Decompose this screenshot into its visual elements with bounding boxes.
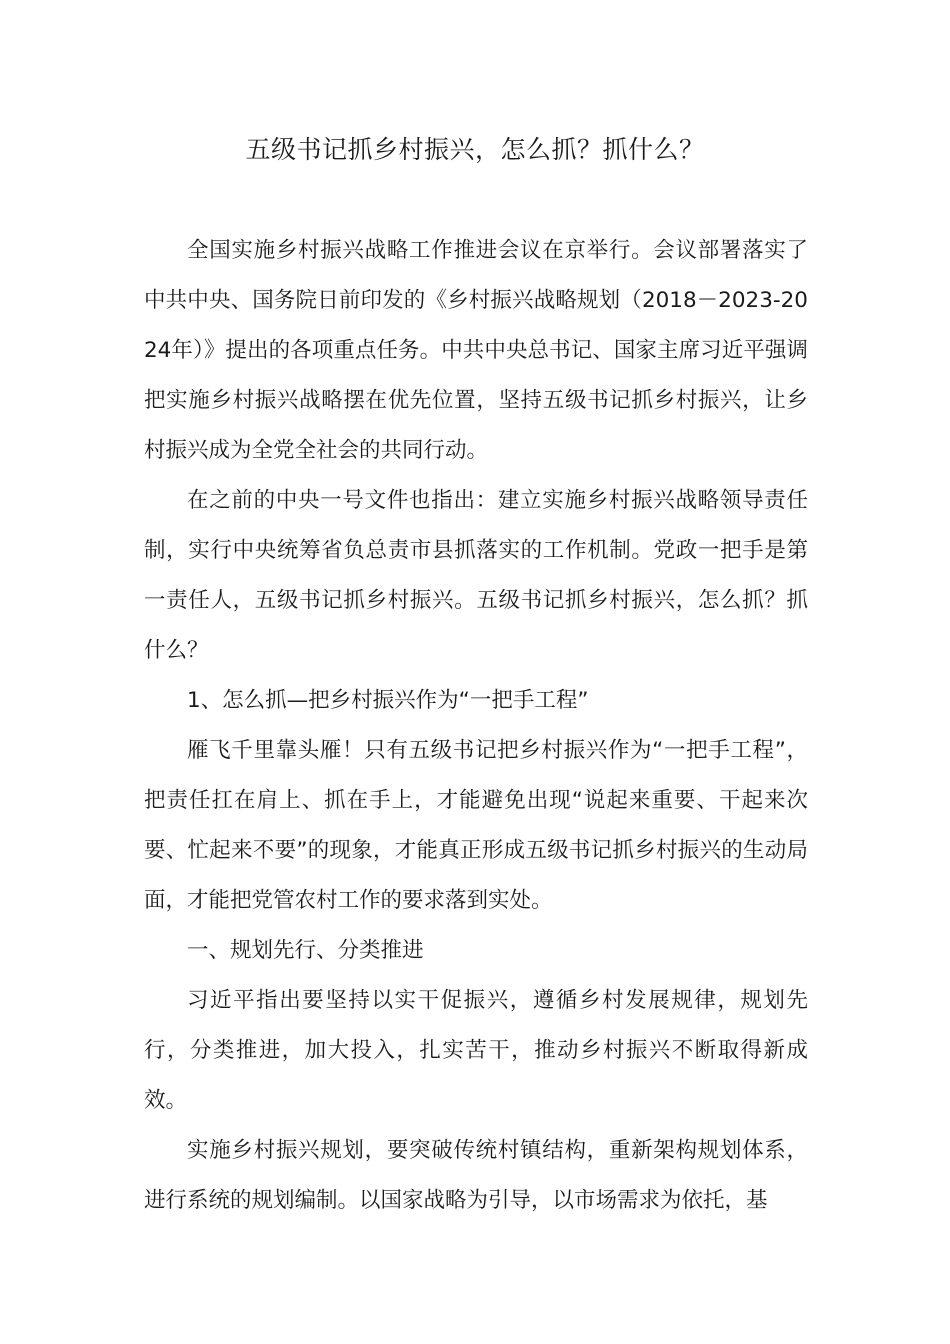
document-title: 五级书记抓乡村振兴，怎么抓？抓什么？ [245, 135, 705, 164]
paragraph-intro: 全国实施乡村振兴战略工作推进会议在京举行。会议部署落实了中共中央、国务院日前印发的《乡村振兴战略规划（2018－2023-2024年）》提出的各项重点任务。中共中央总书记、国家主席习近平强调把实施乡村振兴战略摆在优先位置，坚持五级书记抓乡村振兴，让乡村振兴成为全党全社会的共同行动。 [144, 238, 808, 463]
paragraph-planning-system: 实施乡村振兴规划，要突破传统村镇结构，重新架构规划体系，进行系统的规划编制。以国家战略为引导，以市场需求为依托，基 [144, 1138, 808, 1213]
paragraph-planning-first: 习近平指出要坚持以实干促振兴，遵循乡村发展规律，规划先行，分类推进，加大投入，扎实苦干，推动乡村振兴不断取得新成效。 [144, 988, 808, 1113]
document-body [144, 226, 808, 1226]
section-heading-how: 1、怎么抓—把乡村振兴作为“一把手工程” [187, 688, 589, 713]
section-heading-planning: 一、规划先行、分类推进 [187, 938, 424, 963]
paragraph-no1-document: 在之前的中央一号文件也指出：建立实施乡村振兴战略领导责任制，实行中央统筹省负总责市县抓落实的工作机制。党政一把手是第一责任人，五级书记抓乡村振兴。五级书记抓乡村振兴，怎么抓？抓什么？ [144, 488, 808, 663]
paragraph-lead-goose: 雁飞千里靠头雁！只有五级书记把乡村振兴作为“一把手工程”，把责任扛在肩上、抓在手上，才能避免出现“说起来重要、干起来次要、忙起来不要”的现象，才能真正形成五级书记抓乡村振兴的生动局面，才能把党管农村工作的要求落到实处。 [144, 738, 808, 913]
